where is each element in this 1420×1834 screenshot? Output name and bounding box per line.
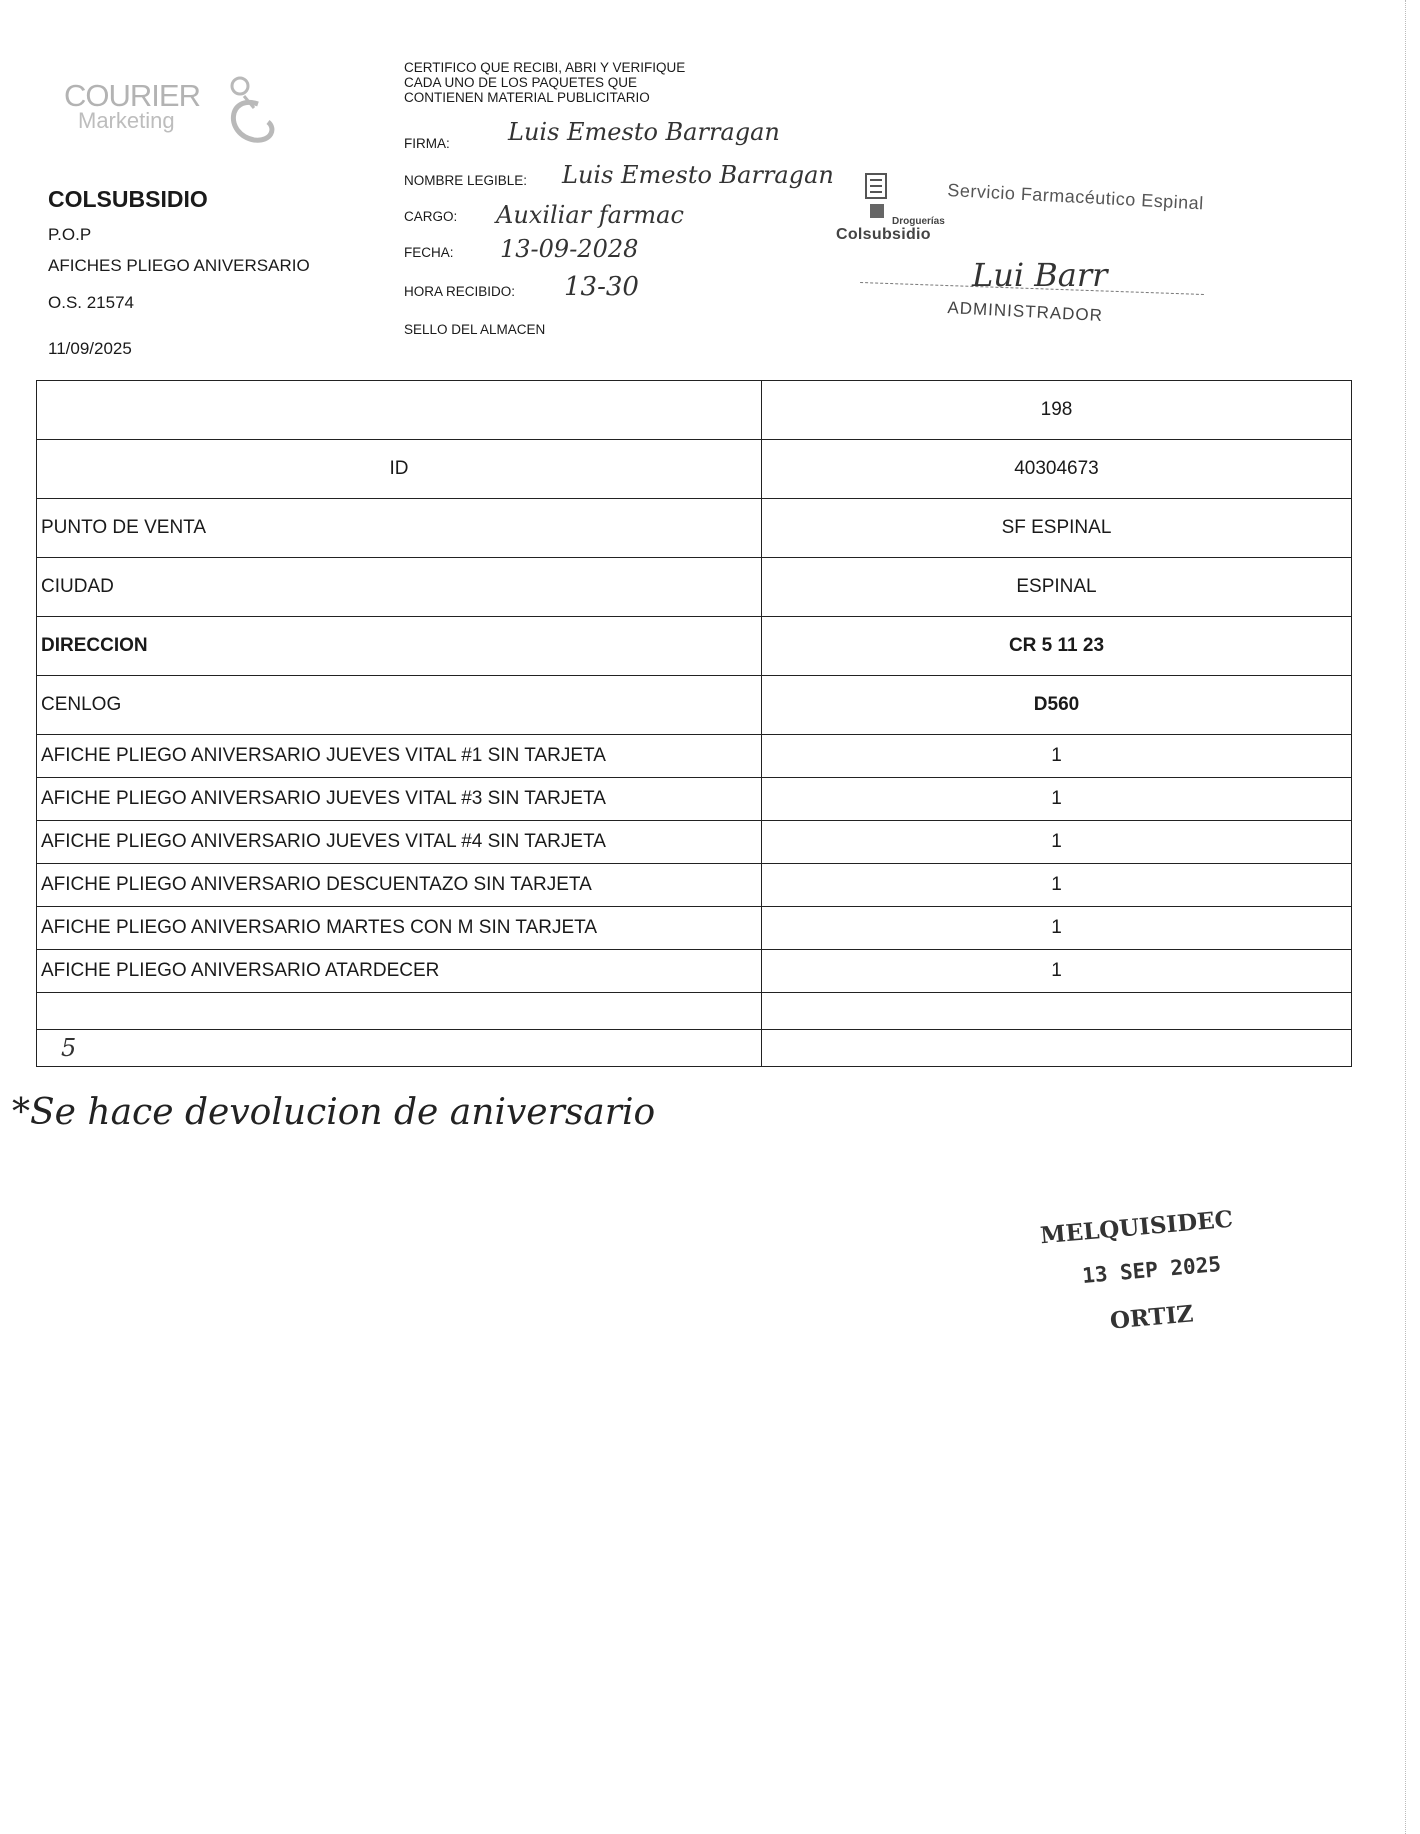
cenlog-label: CENLOG [37,676,762,735]
client-name: COLSUBSIDIO [48,186,208,212]
item-name: AFICHE PLIEGO ANIVERSARIO JUEVES VITAL #4 SIN TARJETA [37,821,762,864]
direccion-value: CR 5 11 23 [762,617,1352,676]
id-label: ID [37,440,762,499]
cert-line-2: CADA UNO DE LOS PAQUETES QUE [404,75,638,90]
colsubsidio-emblem-icon [862,172,892,224]
ciudad-value: ESPINAL [762,558,1352,617]
delivery-table [36,380,1352,1067]
item-qty: 1 [762,950,1352,993]
table-row [37,778,1352,821]
sello-label: SELLO DEL ALMACEN [404,322,546,337]
direccion-label: DIRECCION [37,617,762,676]
item-name: AFICHE PLIEGO ANIVERSARIO JUEVES VITAL #1 SIN TARJETA [37,735,762,778]
cargo-label: CARGO: [404,209,458,224]
item-name: AFICHE PLIEGO ANIVERSARIO MARTES CON M SIN TARJETA [37,907,762,950]
pop-label: P.O.P [48,225,92,244]
table-row-cenlog [37,676,1352,735]
cert-line-3: CONTIENEN MATERIAL PUBLICITARIO [404,90,650,105]
certification-statement [404,60,764,105]
logo-word-courier: COURIER [64,78,200,113]
hora-label: HORA RECIBIDO: [404,284,516,299]
table-row [37,907,1352,950]
item-name: AFICHE PLIEGO ANIVERSARIO JUEVES VITAL #3 SIN TARJETA [37,778,762,821]
table-row-ciudad [37,558,1352,617]
stamp-role: ADMINISTRADOR [947,298,1104,326]
table-row-id [37,440,1352,499]
table-row [37,821,1352,864]
table-cell-empty [37,381,762,440]
item-name: AFICHE PLIEGO ANIVERSARIO DESCUENTAZO SIN TARJETA [37,864,762,907]
fecha-row [404,235,639,263]
table-row [37,950,1352,993]
stamp-signature: Lui Barr [972,256,1108,294]
total-mark: 5 [37,1030,762,1067]
date-stamp-name-top: MELQUISIDEC [1039,1205,1234,1250]
firma-row [404,118,780,151]
handwritten-note: *Se hace devolucion de aniversario [12,1092,656,1133]
nombre-label: NOMBRE LEGIBLE: [404,173,528,188]
service-order: O.S. 21574 [48,293,135,312]
date-stamp-date: 13 SEP 2025 [1081,1251,1222,1289]
item-qty: 1 [762,907,1352,950]
date-stamp [1030,1200,1260,1350]
punto-venta-label: PUNTO DE VENTA [37,499,762,558]
pharmacy-stamp [836,166,1216,346]
table-row-total [37,1030,1352,1067]
fecha-value: 13-09-2028 [500,235,639,263]
document-date: 11/09/2025 [48,339,132,358]
item-qty: 1 [762,778,1352,821]
fecha-label: FECHA: [404,245,454,260]
hora-row [404,272,639,302]
item-qty: 1 [762,735,1352,778]
item-qty: 1 [762,864,1352,907]
table-cell-empty [762,993,1352,1030]
item-qty: 1 [762,821,1352,864]
firma-signature: Luis Emesto Barragan [508,118,780,146]
hora-value: 13-30 [564,272,639,302]
stamp-brand-top: Droguerías [892,216,945,227]
punto-venta-value: SF ESPINAL [762,499,1352,558]
ciudad-label: CIUDAD [37,558,762,617]
cert-line-1: CERTIFICO QUE RECIBI, ABRI Y VERIFIQUE [404,60,686,75]
delivery-number: 198 [762,381,1352,440]
table-cell-empty [762,1030,1352,1067]
date-stamp-name-bottom: ORTIZ [1108,1300,1195,1335]
courier-marketing-logo [58,72,278,148]
logo-word-marketing: Marketing [78,108,175,133]
table-cell-empty [37,993,762,1030]
table-row [37,864,1352,907]
table-row-direccion [37,617,1352,676]
cargo-value: Auxiliar farmac [496,201,684,229]
stamp-brand: Colsubsidio [836,226,931,243]
table-row-punto-venta [37,499,1352,558]
stamp-service-name: Servicio Farmacéutico Espinal [946,180,1205,214]
id-value: 40304673 [762,440,1352,499]
table-row-blank [37,993,1352,1030]
nombre-value: Luis Emesto Barragan [562,161,834,189]
cenlog-value: D560 [762,676,1352,735]
firma-label: FIRMA: [404,136,450,151]
table-row-number [37,381,1352,440]
scan-edge [1405,0,1420,1834]
table-row [37,735,1352,778]
logo-swirl-icon [218,74,278,146]
product-name: AFICHES PLIEGO ANIVERSARIO [48,256,310,275]
item-name: AFICHE PLIEGO ANIVERSARIO ATARDECER [37,950,762,993]
cargo-row [404,201,684,229]
nombre-row [404,161,834,189]
